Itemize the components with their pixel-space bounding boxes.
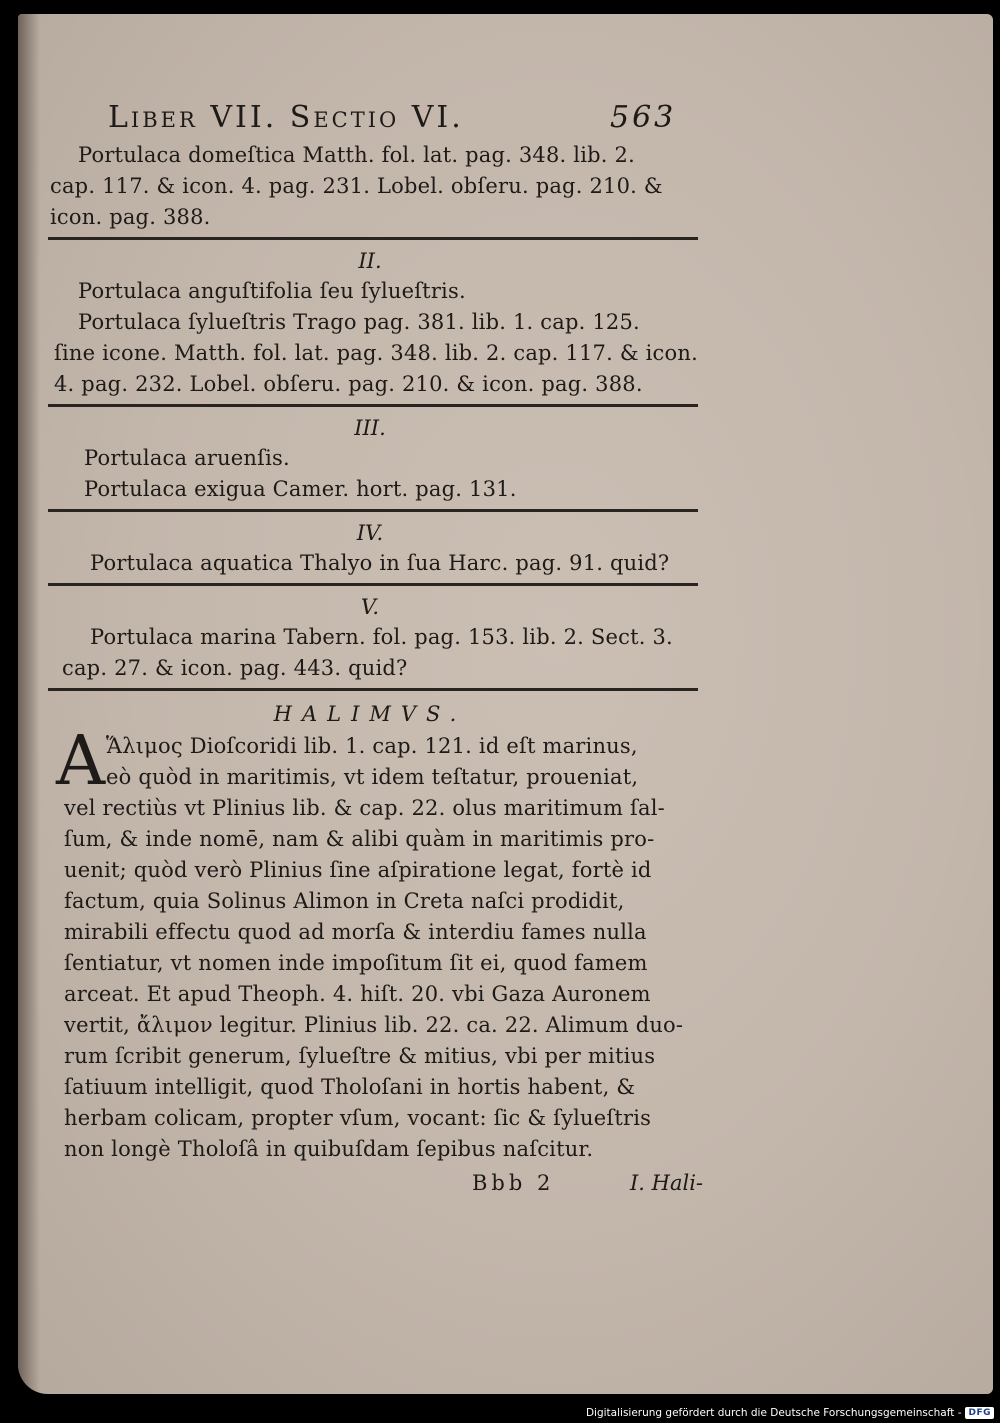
text-line: vel rectiùs vt Plinius lib. & cap. 22. olus maritimum ſal- (64, 796, 665, 820)
text-block (40, 100, 720, 1201)
text-line: Ἅλιμος Dioſcoridi lib. 1. cap. 121. id eſt marinus, (106, 734, 638, 758)
text-line: cap. 117. & icon. 4. pag. 231. Lobel. obſeru. pag. 210. & (50, 174, 663, 198)
divider-rule (48, 237, 698, 240)
text-line: arceat. Et apud Theoph. 4. hiſt. 20. vbi Gaza Auronem (64, 982, 651, 1006)
text-line: Portulaca aruenſis. (84, 446, 290, 470)
page-foot (40, 1165, 720, 1201)
text-line: ſatiuum intelligit, quod Tholoſani in hortis habent, & (64, 1075, 636, 1099)
text-line: Portulaca ſylueſtris Trago pag. 381. lib. 1. cap. 125. (78, 310, 640, 334)
entry-2-continuation (40, 338, 720, 400)
body-lines (40, 793, 720, 1165)
divider-rule (48, 509, 698, 512)
running-head-title: Liber VII. Sectio VI. (108, 100, 464, 135)
text-line: uenit; quòd verò Plinius ſine aſpiratione legat, fortè id (64, 858, 652, 882)
text-line: herbam colicam, propter vſum, vocant: ſic & ſylueſtris (64, 1106, 652, 1130)
entry-1-continuation (40, 171, 720, 233)
page-binding-edge (18, 14, 40, 1394)
text-line: factum, quia Solinus Alimon in Creta naſci prodidit, (64, 889, 625, 913)
text-line: ſine icone. Matth. fol. lat. pag. 348. lib. 2. cap. 117. & icon. (54, 341, 698, 365)
signature-mark: Bbb 2 (472, 1171, 555, 1195)
entry-2 (40, 276, 720, 338)
entry-5-continuation (40, 653, 720, 684)
entry-numeral: III. (354, 416, 386, 440)
page-number: 563 (610, 100, 677, 135)
book-page (18, 14, 993, 1394)
catchword: I. Hali- (630, 1171, 704, 1195)
entry-4 (40, 548, 720, 579)
text-line: rum ſcribit generum, ſylueſtre & mitius, vbi per mitius (64, 1044, 656, 1068)
text-line: icon. pag. 388. (50, 205, 211, 229)
entry-5 (40, 622, 720, 653)
text-line: ſum, & inde nomē, nam & alibi quàm in maritimis pro- (64, 827, 655, 851)
text-line: cap. 27. & icon. pag. 443. quid? (62, 656, 408, 680)
text-line: non longè Tholoſâ in quibuſdam ſepibus naſcitur. (64, 1137, 594, 1161)
text-line: Portulaca anguſtifolia ſeu ſylueſtris. (78, 279, 466, 303)
credit-text: Digitalisierung gefördert durch die Deutsche Forschungsgemeinschaft - (585, 1407, 962, 1419)
text-line: Portulaca marina Tabern. fol. pag. 153. lib. 2. Sect. 3. (90, 625, 673, 649)
entry-3 (40, 443, 720, 505)
divider-rule (48, 404, 698, 407)
entry-numeral: II. (358, 249, 382, 273)
running-head (40, 100, 720, 140)
section-heading: HALIMVS. (273, 702, 467, 726)
entry-numeral: IV. (356, 521, 384, 545)
text-line: Portulaca exigua Camer. hort. pag. 131. (84, 477, 517, 501)
text-line: Portulaca aquatica Thalyo in ſua Harc. pag. 91. quid? (90, 551, 670, 575)
entry-numeral: V. (360, 595, 380, 619)
divider-rule (48, 688, 698, 691)
text-line: vertit, ἄλιμον legitur. Plinius lib. 22. ca. 22. Alimum duo- (64, 1013, 684, 1037)
divider-rule (48, 583, 698, 586)
body-paragraph (40, 722, 720, 1165)
text-line: Portulaca domeſtica Matth. fol. lat. pag. 348. lib. 2. (78, 143, 635, 167)
entry-1 (40, 140, 720, 171)
text-line: 4. pag. 232. Lobel. obſeru. pag. 210. & icon. pag. 388. (54, 372, 643, 396)
digitization-credit (586, 1407, 994, 1419)
text-line: eò quòd in maritimis, vt idem teſtatur, proueniat, (106, 765, 639, 789)
dfg-logo: DFG (965, 1407, 994, 1419)
drop-cap: A (56, 722, 106, 801)
text-line: ſentiatur, vt nomen inde impoſitum ſit ei, quod famem (64, 951, 648, 975)
text-line: mirabili effectu quod ad morſa & interdiu fames nulla (64, 920, 647, 944)
